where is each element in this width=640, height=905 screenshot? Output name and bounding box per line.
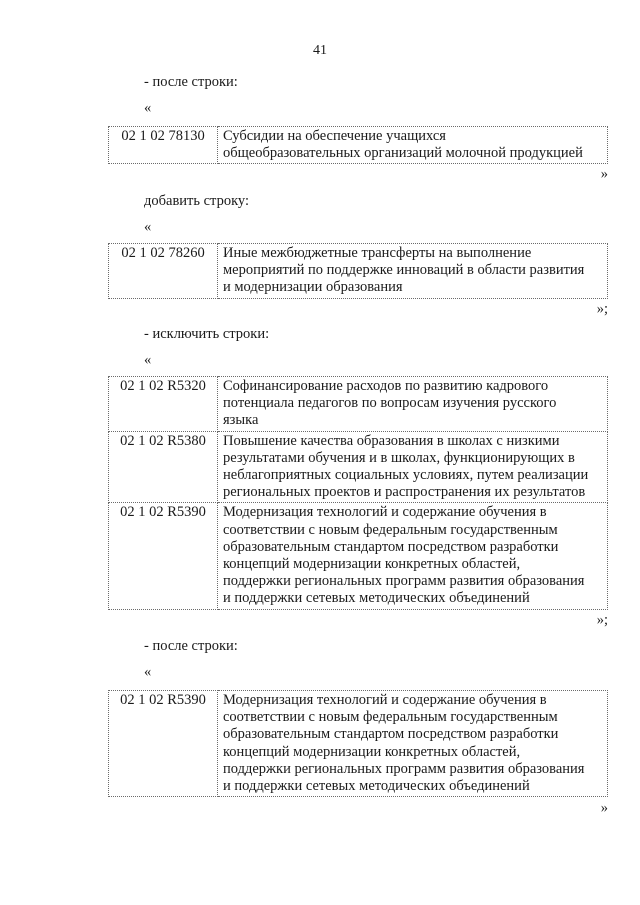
description-line: мероприятий по поддержке инноваций в области развития — [223, 262, 585, 279]
description-line: Повышение качества образования в школах с низкими — [223, 432, 560, 449]
description-line: потенциала педагогов по вопросам изучения русского — [223, 395, 557, 412]
budget-code: 02 1 02 R5390 — [109, 691, 218, 797]
description-line: соответствии с новым федеральным государственным — [223, 709, 558, 726]
description-line: образовательным стандартом посредством разработки — [223, 726, 559, 743]
budget-code-table — [108, 126, 608, 164]
description-line: языка — [223, 412, 259, 429]
opening-quote: « — [144, 352, 152, 368]
instruction-remove-rows: - исключить строки: — [144, 326, 270, 342]
instruction-after-row: - после строки: — [144, 74, 238, 90]
description-line: соответствии с новым федеральным государственным — [223, 521, 558, 538]
budget-description — [218, 503, 608, 609]
closing-quote: »; — [596, 612, 608, 628]
budget-description — [218, 431, 608, 503]
closing-quote: » — [600, 166, 608, 182]
description-line: Субсидии на обеспечение учащихся — [223, 128, 446, 144]
description-line: Софинансирование расходов по развитию кадрового — [223, 378, 549, 394]
description-line: поддержки региональных программ развития образования — [223, 760, 585, 777]
page-number: 41 — [313, 43, 327, 58]
table-row — [109, 127, 608, 164]
budget-description — [218, 127, 608, 164]
description-line: результатами обучения и в школах, функционирующих в — [223, 449, 575, 466]
instruction-add-row: добавить строку: — [144, 193, 249, 209]
description-line: Иные межбюджетные трансферты на выполнение — [223, 245, 532, 261]
description-line: концепций модернизации конкретных областей, — [223, 556, 521, 573]
description-line: Модернизация технологий и содержание обучения в — [223, 692, 547, 708]
opening-quote: « — [144, 100, 152, 116]
budget-description — [218, 244, 608, 299]
budget-code: 02 1 02 78130 — [109, 127, 218, 164]
description-line: поддержки региональных программ развития образования — [223, 573, 585, 590]
opening-quote: « — [144, 219, 152, 235]
description-line: и модернизации образования — [223, 279, 403, 296]
budget-code: 02 1 02 R5390 — [109, 503, 218, 609]
budget-code: 02 1 02 78260 — [109, 244, 218, 299]
description-line: образовательным стандартом посредством разработки — [223, 538, 559, 555]
table-row — [109, 503, 608, 609]
budget-code: 02 1 02 R5380 — [109, 431, 218, 503]
closing-quote: » — [600, 800, 608, 816]
budget-code: 02 1 02 R5320 — [109, 377, 218, 432]
budget-description — [218, 691, 608, 797]
description-line: концепций модернизации конкретных областей, — [223, 743, 521, 760]
table-row — [109, 377, 608, 432]
budget-description — [218, 377, 608, 432]
opening-quote: « — [144, 664, 152, 680]
description-line: региональных проектов и распространения их результатов — [223, 484, 586, 501]
description-line: и поддержки сетевых методических объединений — [223, 590, 530, 607]
table-row — [109, 431, 608, 503]
instruction-after-row: - после строки: — [144, 638, 238, 654]
budget-code-table — [108, 376, 608, 610]
description-line: и поддержки сетевых методических объединений — [223, 778, 530, 795]
table-row — [109, 691, 608, 797]
description-line: Модернизация технологий и содержание обучения в — [223, 504, 547, 521]
description-line: неблагоприятных социальных условиях, путем реализации — [223, 467, 589, 484]
description-line: общеобразовательных организаций молочной продукцией — [223, 145, 583, 162]
closing-quote: »; — [596, 301, 608, 317]
table-row — [109, 244, 608, 299]
budget-code-table — [108, 690, 608, 797]
budget-code-table — [108, 243, 608, 299]
